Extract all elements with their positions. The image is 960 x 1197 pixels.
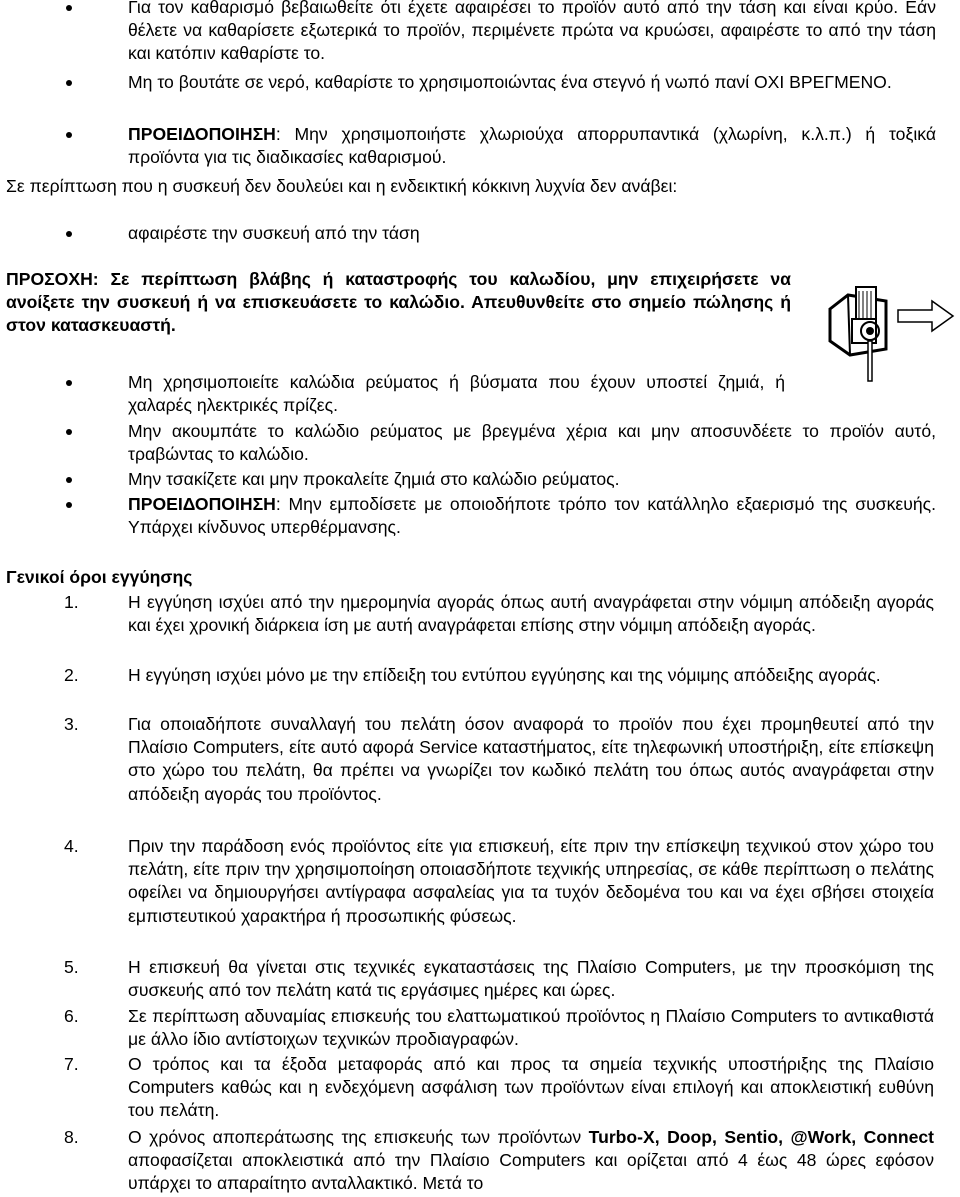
bullet-text: Μη χρησιμοποιείτε καλώδια ρεύματος ή βύσματα που έχουν υποστεί ζημιά, ή χαλαρές ηλεκτρικές πρίζες.: [128, 372, 785, 416]
item-text: Σε περίπτωση αδυναμίας επισκευής του ελαττωματικού προϊόντος η Πλαίσιο Computers το αντικαθιστά με άλλο ίδιο αντίστοιχων τεχνικών προδιαγραφών.: [128, 1006, 934, 1050]
item-number: 3.: [64, 714, 79, 734]
bullet-unplug: [128, 222, 936, 245]
warranty-item: [64, 835, 934, 928]
bullet-damaged-cables: [128, 371, 785, 417]
bullet-text: Μην ακουμπάτε το καλώδιο ρεύματος με βρεγμένα χέρια και μην αποσυνδέετε το προϊόν αυτό, τραβώντας το καλώδιο.: [128, 421, 936, 465]
warranty-heading: Γενικοί όροι εγγύησης: [6, 567, 193, 587]
bullet-no-water: [128, 71, 936, 94]
bullet-text: Μη το βουτάτε σε νερό, καθαρίστε το χρησιμοποιώντας ένα στεγνό ή νωπό πανί ΟΧΙ ΒΡΕΓΜΕΝΟ.: [128, 72, 892, 92]
bullet-text: Για τον καθαρισμό βεβαιωθείτε ότι έχετε αφαιρέσει το προϊόν αυτό από την τάση και είναι κρύο. Εάν θέλετε να καθαρίσετε εξωτερικά το προϊόν, περιμένετε πρώτα να κρυώσει, αφαιρέστε το από την τάση και κατόπιν καθαρίστε το.: [128, 0, 936, 64]
warranty-item: [64, 591, 934, 637]
bullet-warning-ventilation: [128, 493, 936, 539]
item-number: 6.: [64, 1006, 79, 1026]
item-number: 4.: [64, 836, 79, 856]
item-number: 1.: [64, 592, 79, 612]
warning-label: ΠΡΟΕΙΔΟΠΟΙΗΣΗ: [128, 124, 276, 144]
warning-text: : Μην χρησιμοποιήστε χλωριούχα απορρυπαντικά (χλωρίνη, κ.λ.π.) ή τοξικά προϊόντα για τις διαδικασίες καθαρισμού.: [128, 124, 936, 168]
item-text: Η επισκευή θα γίνεται στις τεχνικές εγκαταστάσεις της Πλαίσιο Computers, με την προσκόμιση της συσκευής από τον πελάτη κατά τις εργάσιμες ημέρες και ώρες.: [128, 957, 934, 1001]
warranty-item: [64, 664, 934, 687]
item-number: 5.: [64, 957, 79, 977]
bullet-text: Μην τσακίζετε και μην προκαλείτε ζημιά στο καλώδιο ρεύματος.: [128, 469, 620, 489]
warning-label: ΠΡΟΕΙΔΟΠΟΙΗΣΗ: [128, 494, 276, 514]
fault-intro: Σε περίπτωση που η συσκευή δεν δουλεύει και η ενδεικτική κόκκινη λυχνία δεν ανάβει:: [6, 176, 678, 196]
bullet-warning-chlorine: [128, 123, 936, 169]
item-brands: Turbo-X, Doop, Sentio, @Work, Connect: [588, 1127, 935, 1147]
item-number: 7.: [64, 1054, 79, 1074]
bullet-text: αφαιρέστε την συσκευή από την τάση: [128, 223, 420, 243]
warranty-item: [64, 1005, 934, 1051]
bullet-no-bending: [128, 468, 936, 491]
item-text: Η εγγύηση ισχύει από την ημερομηνία αγοράς όπως αυτή αναγράφεται στην νόμιμη απόδειξη αγοράς και έχει χρονική διάρκεια ίση με αυτή αναγράφεται επίσης στην νόμιμη απόδειξη αγοράς.: [128, 592, 934, 636]
bullet-wet-hands: [128, 420, 936, 466]
bullet-cleaning-power: [128, 0, 936, 66]
pull-arrow-icon: [896, 298, 956, 334]
warning-text: : Μην εμποδίσετε με οποιοδήποτε τρόπο τον κατάλληλο εξαερισμό της συσκευής. Υπάρχει κίνδυνος υπερθέρμανσης.: [128, 494, 936, 538]
item-text-pre: Ο χρόνος αποπεράτωσης της επισκευής των προϊόντων: [128, 1127, 589, 1147]
warranty-item: [64, 1053, 934, 1123]
item-text: Για οποιαδήποτε συναλλαγή του πελάτη όσον αναφορά το προϊόν που έχει προμηθευτεί από την Πλαίσιο Computers, είτε αυτό αφορά Service καταστήματος, είτε τηλεφωνική υποστήριξη, είτε επίσκεψη στο χώρο του πελάτη, θα πρέπει να γνωρίζει τον κωδικό πελάτη του όπως αυτός αναγράφεται στην απόδειξη αγοράς του προϊόντος.: [128, 714, 934, 804]
warranty-item: [64, 956, 934, 1002]
plug-socket-illustration: [826, 283, 890, 383]
item-text: Πριν την παράδοση ενός προϊόντος είτε για επισκευή, είτε πριν την επίσκεψη τεχνικού στον χώρο του πελάτη, είτε πριν την χρησιμοποίηση οποιασδήποτε τεχνικής υπηρεσίας, σε κάθε περίπτωση ο πελάτης οφείλει να δημιουργήσει αντίγραφα ασφαλείας για τα τυχόν δεδομένα του και να έχει σβήσει στοιχεία εμπιστευτικού χαρακτήρα ή προσωπικής φύσεως.: [128, 836, 934, 926]
attention-cable-damage: ΠΡΟΣΟΧΗ: Σε περίπτωση βλάβης ή καταστροφής του καλωδίου, μην επιχειρήσετε να ανοίξετε την συσκευή ή να επισκευάσετε το καλώδιο. Απευθυνθείτε στο σημείο πώλησης ή στον κατασκευαστή.: [6, 269, 791, 336]
item-number: 8.: [64, 1127, 79, 1147]
item-text: Ο τρόπος και τα έξοδα μεταφοράς από και προς τα σημεία τεχνικής υποστήριξης της Πλαίσιο Computers καθώς και η ενδεχόμενη ασφάλιση των προϊόντων είναι επιλογή και αποκλειστική ευθύνη του πελάτη.: [128, 1054, 934, 1121]
item-number: 2.: [64, 665, 79, 685]
warranty-item: [64, 713, 934, 806]
item-text: Η εγγύηση ισχύει μόνο με την επίδειξη του εντύπου εγγύησης και της νόμιμης απόδειξης αγοράς.: [128, 665, 881, 685]
warranty-item: [64, 1126, 935, 1196]
item-text-post: αποφασίζεται αποκλειστικά από την Πλαίσιο Computers και ορίζεται από 4 έως 48 ώρες εφόσον υπάρχει το απαραίτητο ανταλλακτικό. Μετά το: [128, 1150, 934, 1194]
